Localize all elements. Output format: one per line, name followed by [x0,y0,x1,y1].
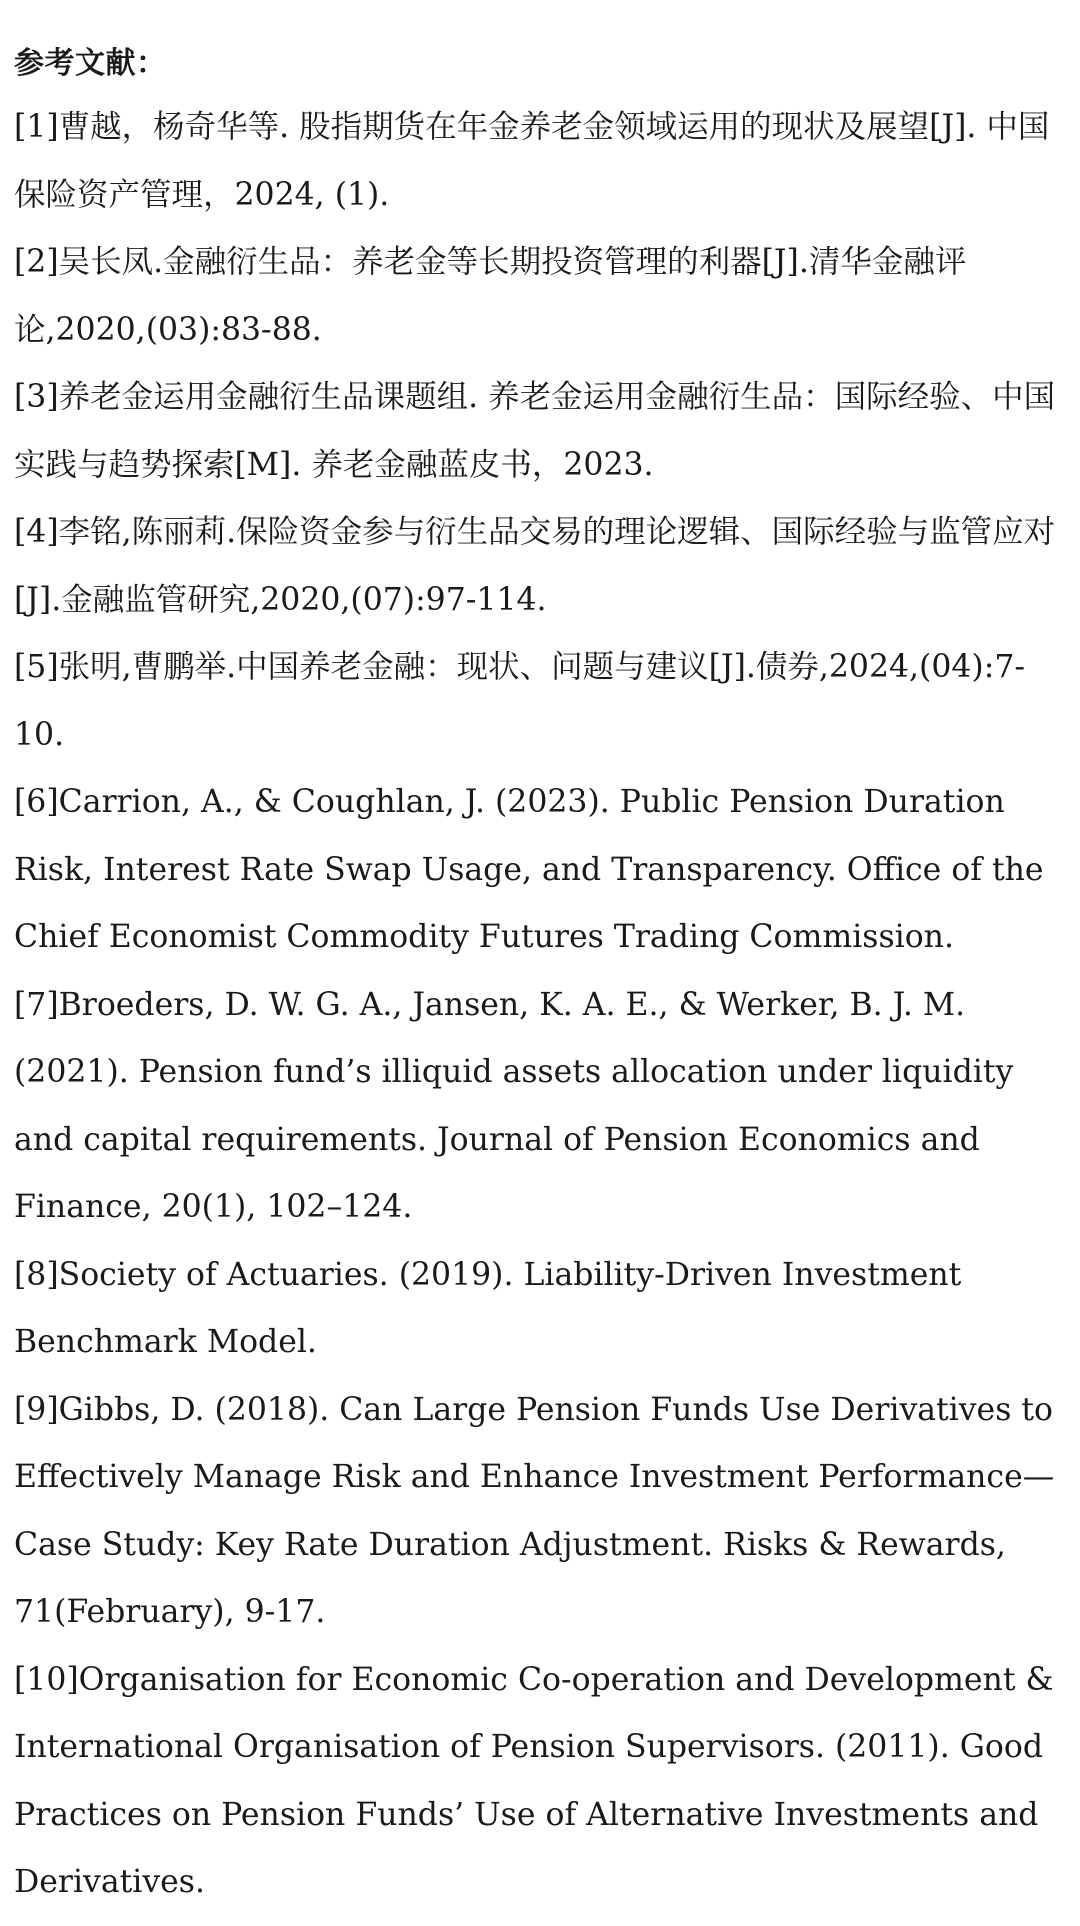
reference-item-4: [4]李铭,陈丽莉.保险资金参与衍生品交易的理论逻辑、国际经验与监管应对[J].金融监管研究,2020,(07):97-114. [14,514,1056,618]
reference-item-7: [7]Broeders, D. W. G. A., Jansen, K. A. E., & Werker, B. J. M. (2021). Pension fund’s illiquid assets allocation under liquidity and capital requirements. Journal of Pension Economics and Finance, 20(1), 102–124. [14,986,1014,1225]
reference-item-10: [10]Organisation for Economic Co-operation and Development & International Organisation of Pension Supervisors. (2011). Good Practices on Pension Funds’ Use of Alternative Investments and Derivatives. [14,1661,1054,1900]
reference-item-3: [3]养老金运用金融衍生品课题组. 养老金运用金融衍生品：国际经验、中国实践与趋势探索[M]. 养老金融蓝皮书，2023. [14,379,1056,483]
reference-item-2: [2]吴长凤.金融衍生品：养老金等长期投资管理的利器[J].清华金融评论,2020,(03):83-88. [14,244,967,348]
reference-item-1: [1]曹越，杨奇华等. 股指期货在年金养老金领域运用的现状及展望[J]. 中国保险资产管理，2024, (1). [14,109,1050,213]
reference-item-6: [6]Carrion, A., & Coughlan, J. (2023). Public Pension Duration Risk, Interest Rate Swap Usage, and Transparency. Office of the Chief Economist Commodity Futures Trading Commission. [14,784,1044,955]
reference-item-8: [8]Society of Actuaries. (2019). Liability-Driven Investment Benchmark Model. [14,1256,962,1360]
reference-list [14,94,1066,1917]
references-heading: 参考文献： [14,46,167,81]
reference-item-9: [9]Gibbs, D. (2018). Can Large Pension Funds Use Derivatives to Effectively Manage Risk and Enhance Investment Performance—Case Study: Key Rate Duration Adjustment. Risks & Rewards, 71(February), 9-17. [14,1391,1055,1630]
reference-item-5: [5]张明,曹鹏举.中国养老金融：现状、问题与建议[J].债券,2024,(04):7-10. [14,649,1026,753]
